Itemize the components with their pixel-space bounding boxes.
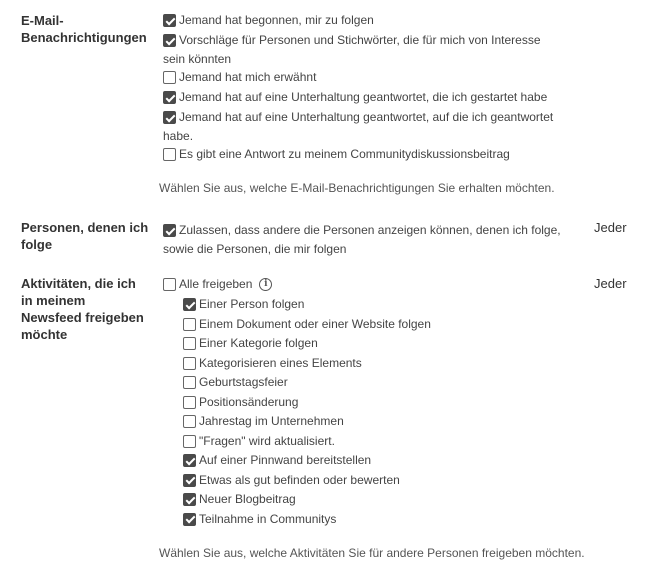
option-label: Teilnahme in Communitys [199, 511, 337, 526]
activity-option[interactable] [183, 354, 362, 373]
option-label: "Fragen" wird aktualisiert. [199, 433, 335, 448]
checkbox[interactable] [183, 415, 196, 428]
option-label: Alle freigeben [179, 277, 253, 291]
option-label: Jemand hat begonnen, mir zu folgen [179, 13, 374, 27]
activity-option[interactable] [183, 412, 344, 431]
option-label: Jahrestag im Unternehmen [199, 414, 344, 428]
activity-option[interactable] [183, 373, 288, 392]
activity-option[interactable] [183, 393, 298, 412]
activity-option[interactable] [183, 471, 400, 490]
option-label: Jemand hat auf eine Unterhaltung geantwortet, auf die ich geantwortet habe. [163, 110, 554, 143]
option-label: Einer Person folgen [199, 297, 305, 311]
checkbox[interactable] [183, 298, 196, 311]
checkbox[interactable] [183, 396, 196, 409]
checkbox[interactable] [163, 71, 176, 84]
email-option-community-reply[interactable] [163, 145, 510, 164]
people-option-allow-view[interactable] [163, 221, 563, 259]
option-label: Jemand hat mich erwähnt [179, 70, 317, 84]
activity-option[interactable] [183, 295, 304, 314]
checkbox[interactable] [163, 91, 176, 104]
checkbox[interactable] [183, 337, 196, 350]
option-label: Etwas als gut befinden oder bewerten [199, 472, 400, 487]
checkbox[interactable] [183, 357, 196, 370]
info-icon[interactable]: i [259, 278, 272, 291]
checkbox[interactable] [183, 376, 196, 389]
option-label: Geburtstagsfeier [199, 375, 288, 389]
checkbox[interactable] [183, 435, 196, 448]
activity-option[interactable] [183, 510, 336, 529]
checkbox[interactable] [183, 454, 196, 467]
activities-section-label: Aktivitäten, die ich in meinem Newsfeed freigeben möchte [21, 276, 144, 342]
option-label: Es gibt eine Antwort zu meinem Communitydiskussionsbeitrag [179, 147, 510, 161]
activity-option[interactable] [183, 334, 318, 353]
email-option-mentioned[interactable] [163, 68, 316, 87]
email-option-suggestions[interactable] [163, 31, 563, 69]
email-hint: Wählen Sie aus, welche E-Mail-Benachrichtigungen Sie erhalten möchten. [159, 181, 555, 195]
activity-option[interactable] [183, 315, 431, 334]
email-option-reply-replied[interactable] [163, 108, 561, 146]
option-label: Einer Kategorie folgen [199, 336, 318, 350]
option-label: Vorschläge für Personen und Stichwörter, die für mich von Interesse sein könnten [163, 33, 541, 66]
option-label: Kategorisieren eines Elements [199, 355, 362, 370]
activities-hint: Wählen Sie aus, welche Aktivitäten Sie für andere Personen freigeben möchten. [159, 546, 585, 560]
checkbox[interactable] [163, 14, 176, 27]
checkbox[interactable] [183, 493, 196, 506]
activities-visibility: Jeder [594, 276, 627, 291]
option-label: Jemand hat auf eine Unterhaltung geantwortet, die ich gestartet habe [179, 90, 548, 104]
checkbox[interactable] [183, 474, 196, 487]
email-option-reply-started[interactable] [163, 88, 547, 107]
checkbox[interactable] [163, 224, 176, 237]
checkbox[interactable] [163, 148, 176, 161]
option-label: Zulassen, dass andere die Personen anzeigen können, denen ich folge, sowie die Personen, die mir folgen [163, 223, 561, 256]
email-option-new-follower[interactable] [163, 11, 374, 30]
checkbox[interactable] [183, 318, 196, 331]
activity-option[interactable] [183, 451, 371, 470]
people-section-label: Personen, denen ich folge [21, 220, 149, 252]
people-visibility: Jeder [594, 220, 627, 235]
activity-option[interactable] [183, 432, 335, 451]
checkbox[interactable] [163, 34, 176, 47]
checkbox[interactable] [163, 111, 176, 124]
activity-option[interactable] [183, 490, 296, 509]
option-label: Neuer Blogbeitrag [199, 492, 296, 506]
option-label: Auf einer Pinnwand bereitstellen [199, 453, 372, 467]
checkbox[interactable] [163, 278, 176, 291]
option-label: Positionsänderung [199, 394, 299, 409]
activities-share-all[interactable] [163, 275, 272, 294]
email-notifications-label: E-Mail- Benachrichtigungen [21, 13, 147, 45]
checkbox[interactable] [183, 513, 196, 526]
option-label: Einem Dokument oder einer Website folgen [199, 316, 431, 331]
